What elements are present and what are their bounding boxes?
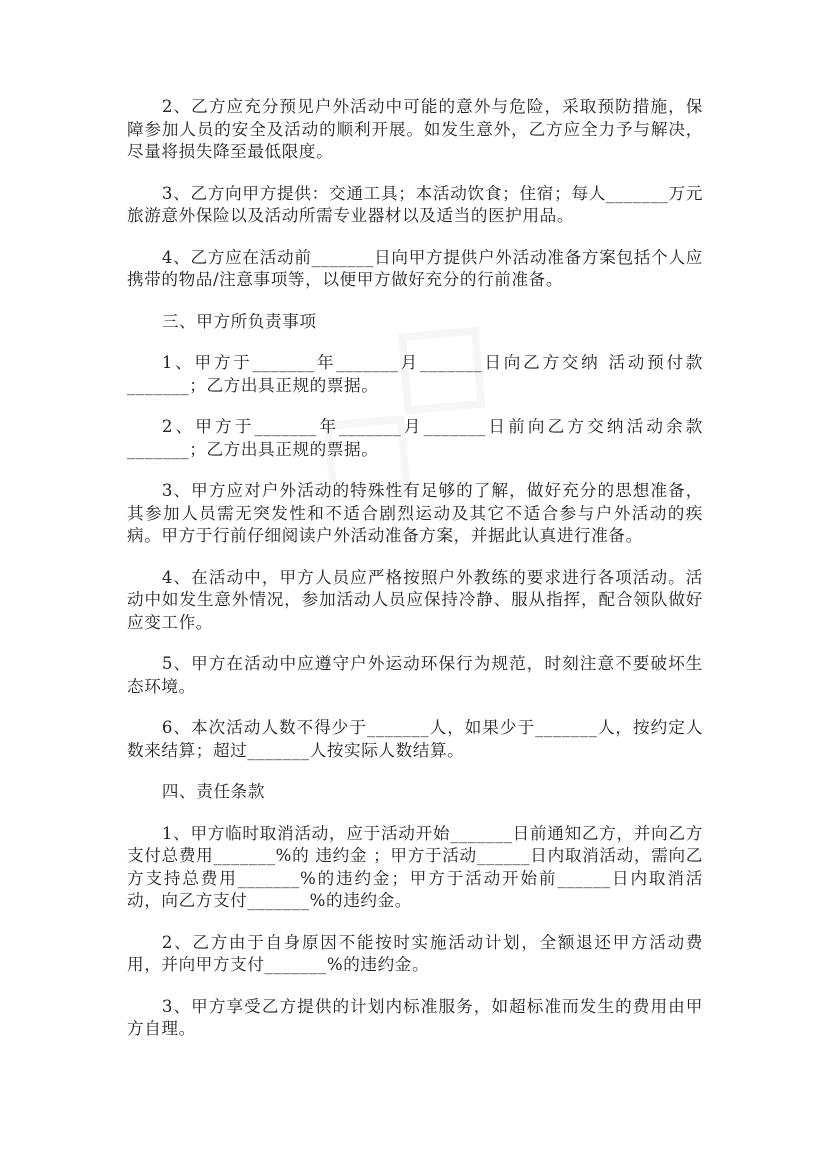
clause-paragraph: 4、乙方应在活动前_______日向甲方提供户外活动准备方案包括个人应携带的物品/注意事项等，以便甲方做好充分的行前准备。 — [127, 247, 703, 289]
clause-paragraph: 1、甲方于_______年_______月_______日向乙方交纳 活动预付款 _______；乙方出具正规的票据。 — [127, 353, 703, 395]
clause-paragraph: 2、甲方于_______年_______月_______日前向乙方交纳活动余款_______；乙方出具正规的票据。 — [127, 417, 703, 459]
clause-paragraph: 1、甲方临时取消活动，应于活动开始_______日前通知乙方，并向乙方支付总费用_______%的 违约金 ；甲方于活动______日内取消活动，需向乙方支持总费用_______%的违约金；甲方于活动开始前______日内取消活动，向乙方支付_______%的违约金。 — [127, 823, 703, 910]
clause-paragraph: 2、乙方应充分预见户外活动中可能的意外与危险，采取预防措施，保障参加人员的安全及活动的顺利开展。如发生意外，乙方应全力予与解决，尽量将损失降至最低限度。 — [127, 97, 703, 161]
clause-paragraph: 2、乙方由于自身原因不能按时实施活动计划，全额退还甲方活动费用，并向甲方支付_______%的违约金。 — [127, 932, 703, 974]
clause-paragraph: 6、本次活动人数不得少于_______人，如果少于_______人，按约定人数来结算；超过_______人按实际人数结算。 — [127, 718, 703, 760]
clause-paragraph: 3、甲方应对户外活动的特殊性有足够的了解，做好充分的思想准备，其参加人员需无突发性和不适合剧烈运动及其它不适合参与户外活动的疾病。甲方于行前仔细阅读户外活动准备方案，并据此认真进行准备。 — [127, 481, 703, 545]
section-heading: 三、甲方所负责事项 — [161, 311, 317, 331]
clause-paragraph: 5、甲方在活动中应遵守户外运动环保行为规范，时刻注意不要破坏生态环境。 — [127, 654, 703, 696]
document-page — [127, 96, 703, 1060]
clause-paragraph: 4、在活动中，甲方人员应严格按照户外教练的要求进行各项活动。活动中如发生意外情况，参加活动人员应保持冷静、服从指挥，配合领队做好应变工作。 — [127, 567, 703, 632]
clause-paragraph: 3、甲方享受乙方提供的计划内标准服务，如超标准而发生的费用由甲方自理。 — [127, 996, 703, 1038]
section-heading: 四、责任条款 — [161, 782, 266, 801]
clause-paragraph: 3、乙方向甲方提供：交通工具；本活动饮食；住宿；每人_______万元旅游意外保险以及活动所需专业器材以及适当的医护用品。 — [127, 183, 703, 225]
